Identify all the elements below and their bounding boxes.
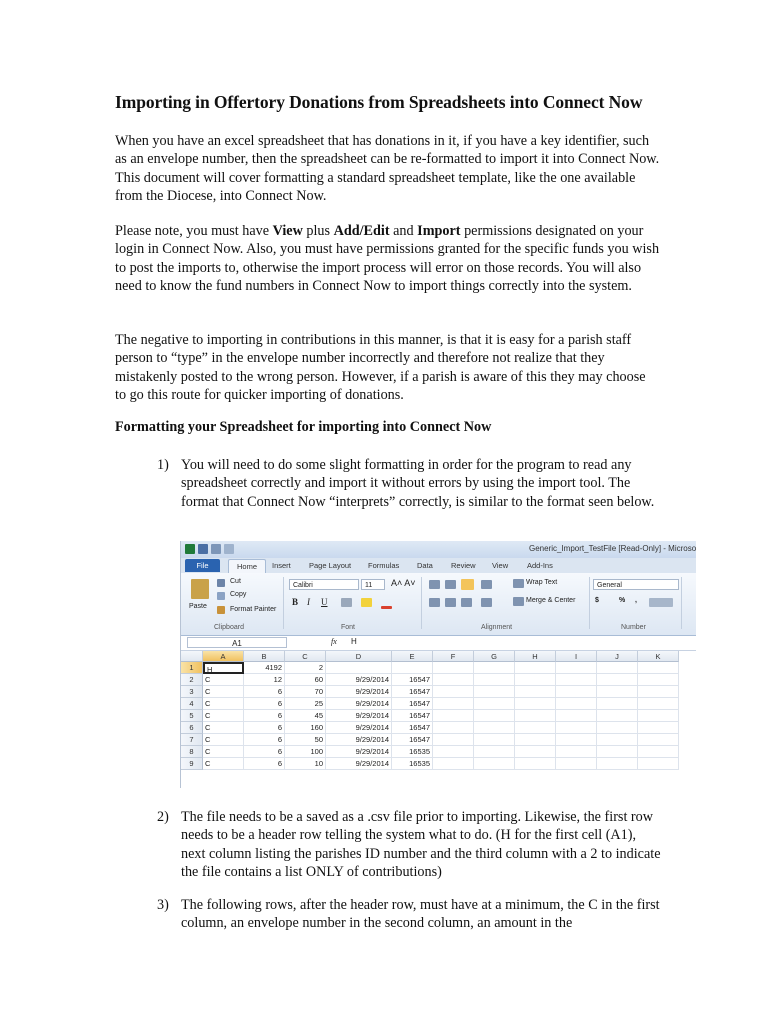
tab-file[interactable]: File (185, 559, 220, 572)
cell-e8[interactable]: 16535 (392, 746, 433, 758)
tab-data[interactable]: Data (417, 561, 433, 570)
paste-button[interactable]: Paste (189, 603, 207, 610)
cell-c5[interactable]: 45 (285, 710, 326, 722)
tab-page-layout[interactable]: Page Layout (309, 561, 352, 570)
format-painter-icon[interactable] (217, 606, 225, 614)
copy-icon[interactable] (217, 592, 225, 600)
cell-g2[interactable] (474, 674, 515, 686)
cell-g4[interactable] (474, 698, 515, 710)
import-permission: Import (417, 223, 461, 239)
cell-a9[interactable]: C (203, 758, 244, 770)
cell-b4[interactable]: 6 (244, 698, 285, 710)
cell-d8[interactable]: 9/29/2014 (326, 746, 392, 758)
cell-g3[interactable] (474, 686, 515, 698)
cell-c4[interactable]: 25 (285, 698, 326, 710)
cell-e2[interactable]: 16547 (392, 674, 433, 686)
column-header-b[interactable]: B (244, 651, 285, 662)
row-header[interactable]: 6 (181, 722, 203, 734)
format-painter-button[interactable]: Format Painter (230, 606, 277, 613)
group-separator (681, 577, 682, 629)
group-separator (421, 577, 422, 629)
cell-g7[interactable] (474, 734, 515, 746)
add-edit-permission: Add/Edit (333, 223, 390, 239)
cell-e4[interactable]: 16547 (392, 698, 433, 710)
cell-k4[interactable] (638, 698, 679, 710)
cell-f1[interactable] (433, 662, 474, 674)
step-number: 1) (157, 457, 169, 473)
cell-d4[interactable]: 9/29/2014 (326, 698, 392, 710)
formula-bar (181, 636, 696, 651)
font-group-label: Font (341, 624, 356, 631)
cell-g9[interactable] (474, 758, 515, 770)
cell-a7[interactable]: C (203, 734, 244, 746)
font-size-select[interactable]: 11 (361, 579, 385, 590)
align-right-icon[interactable] (461, 598, 472, 607)
cell-a1[interactable]: H (203, 662, 244, 674)
document-title: Importing in Offertory Donations from Spreadsheets into Connect Now (115, 92, 643, 112)
indent-icon[interactable] (481, 598, 492, 607)
row-header[interactable]: 3 (181, 686, 203, 698)
column-header-g[interactable]: G (474, 651, 515, 662)
cell-g5[interactable] (474, 710, 515, 722)
text-run: plus (302, 223, 334, 239)
cell-h7[interactable] (515, 734, 556, 746)
step-number: 3) (157, 897, 169, 913)
tab-view[interactable]: View (492, 561, 509, 570)
ribbon-tabs (181, 558, 696, 573)
cell-k9[interactable] (638, 758, 679, 770)
cell-j4[interactable] (597, 698, 638, 710)
cell-c9[interactable]: 10 (285, 758, 326, 770)
cell-b1[interactable]: 4192 (244, 662, 285, 674)
clipboard-group-label: Clipboard (214, 624, 244, 631)
cell-d6[interactable]: 9/29/2014 (326, 722, 392, 734)
cell-i4[interactable] (556, 698, 597, 710)
cell-e7[interactable]: 16547 (392, 734, 433, 746)
align-top-icon[interactable] (429, 580, 440, 589)
cell-a6[interactable]: C (203, 722, 244, 734)
underline-button[interactable]: U (321, 597, 328, 607)
cell-c7[interactable]: 50 (285, 734, 326, 746)
excel-screenshot (180, 541, 696, 788)
cell-c1[interactable]: 2 (285, 662, 326, 674)
cell-i5[interactable] (556, 710, 597, 722)
cell-b9[interactable]: 6 (244, 758, 285, 770)
cell-f2[interactable] (433, 674, 474, 686)
intro-paragraph-1: When you have an excel spreadsheet that has donations in it, if you have a key identifier, such as an envelope number, then the spreadsheet can be re-formatted to import it into Connect Now. This document will cover formatting a standard spreadsheet template, like the one available from the Diocese, into Connect Now. (115, 133, 660, 205)
row-header[interactable]: 7 (181, 734, 203, 746)
save-icon (198, 544, 208, 554)
cell-j9[interactable] (597, 758, 638, 770)
cell-b3[interactable]: 6 (244, 686, 285, 698)
permissions-paragraph (115, 222, 660, 296)
align-middle-icon[interactable] (445, 580, 456, 589)
paste-icon[interactable] (191, 579, 209, 599)
font-color-icon[interactable] (381, 606, 392, 609)
cell-c2[interactable]: 60 (285, 674, 326, 686)
wrap-text-button[interactable]: Wrap Text (526, 579, 558, 586)
cell-c6[interactable]: 160 (285, 722, 326, 734)
ribbon (181, 573, 696, 636)
select-all-corner[interactable] (181, 651, 203, 662)
cell-a3[interactable]: C (203, 686, 244, 698)
cell-i6[interactable] (556, 722, 597, 734)
cell-j6[interactable] (597, 722, 638, 734)
column-header-c[interactable]: C (285, 651, 326, 662)
orientation-icon[interactable] (481, 580, 492, 589)
name-box[interactable]: A1 (187, 637, 287, 648)
cell-g8[interactable] (474, 746, 515, 758)
alignment-group-label: Alignment (481, 624, 513, 631)
bold-button[interactable]: B (292, 597, 299, 607)
cell-h3[interactable] (515, 686, 556, 698)
cell-j1[interactable] (597, 662, 638, 674)
cell-g6[interactable] (474, 722, 515, 734)
cell-b7[interactable]: 6 (244, 734, 285, 746)
cell-j7[interactable] (597, 734, 638, 746)
intro-paragraph-3: The negative to importing in contributions in this manner, is that it is easy for a parish staff person to “type” in the envelope number incorrectly and therefore not realize that they mistakenly posted to the wrong person. However, if a parish is aware of this they may choose to go this route for quicker importing of donations. (115, 332, 646, 404)
cut-button[interactable]: Cut (230, 578, 241, 585)
cell-j3[interactable] (597, 686, 638, 698)
cell-k7[interactable] (638, 734, 679, 746)
cell-c3[interactable]: 70 (285, 686, 326, 698)
text-run: permissions designated on your login in Connect Now. Also, you must have permissions granted for the specific funds you wish to post the imports to, otherwise the import process will error on those records. You will also need to know the fund numbers in Connect Now to import things correctly into the system. (115, 223, 660, 295)
cell-b5[interactable]: 6 (244, 710, 285, 722)
cell-h4[interactable] (515, 698, 556, 710)
cell-h2[interactable] (515, 674, 556, 686)
step-text: You will need to do some slight formatting in order for the program to read any spreadsheet correctly and import it without errors by using the import tool. The format that Connect Now “interprets” correctly, is similar to the format seen below. (181, 457, 655, 510)
cell-f3[interactable] (433, 686, 474, 698)
tab-review[interactable]: Review (451, 561, 476, 570)
formula-input[interactable]: H (351, 637, 357, 646)
borders-icon[interactable] (341, 598, 352, 607)
merge-icon[interactable] (513, 597, 524, 606)
window-title: Generic_Import_TestFile [Read-Only] - Microso (529, 544, 696, 553)
cell-e1[interactable] (392, 662, 433, 674)
cell-e3[interactable]: 16547 (392, 686, 433, 698)
cell-i1[interactable] (556, 662, 597, 674)
cell-h5[interactable] (515, 710, 556, 722)
cell-h9[interactable] (515, 758, 556, 770)
cell-k2[interactable] (638, 674, 679, 686)
step-number: 2) (157, 809, 169, 825)
cell-f9[interactable] (433, 758, 474, 770)
cell-f5[interactable] (433, 710, 474, 722)
cut-icon[interactable] (217, 579, 225, 587)
cell-i7[interactable] (556, 734, 597, 746)
cell-b2[interactable]: 12 (244, 674, 285, 686)
view-permission: View (272, 223, 303, 239)
cell-j2[interactable] (597, 674, 638, 686)
cell-e6[interactable]: 16547 (392, 722, 433, 734)
percent-button[interactable]: % (619, 597, 626, 604)
cell-e5[interactable]: 16547 (392, 710, 433, 722)
wrap-text-icon[interactable] (513, 579, 524, 588)
cell-d1[interactable] (326, 662, 392, 674)
cell-c8[interactable]: 100 (285, 746, 326, 758)
align-center-icon[interactable] (445, 598, 456, 607)
cell-h6[interactable] (515, 722, 556, 734)
cell-i3[interactable] (556, 686, 597, 698)
cell-d7[interactable]: 9/29/2014 (326, 734, 392, 746)
cell-a2[interactable]: C (203, 674, 244, 686)
column-header-d[interactable]: D (326, 651, 392, 662)
cell-a5[interactable]: C (203, 710, 244, 722)
cell-k8[interactable] (638, 746, 679, 758)
cell-g1[interactable] (474, 662, 515, 674)
cell-i9[interactable] (556, 758, 597, 770)
tab-insert[interactable]: Insert (272, 561, 291, 570)
cell-f4[interactable] (433, 698, 474, 710)
quick-access-toolbar (185, 544, 234, 554)
cell-d9[interactable]: 9/29/2014 (326, 758, 392, 770)
text-run: and (389, 223, 418, 239)
column-header-i[interactable]: I (556, 651, 597, 662)
excel-logo-icon (185, 544, 195, 554)
currency-button[interactable]: $ (595, 597, 599, 604)
cell-d5[interactable]: 9/29/2014 (326, 710, 392, 722)
cell-k6[interactable] (638, 722, 679, 734)
redo-icon (224, 544, 234, 554)
column-header-k[interactable]: K (638, 651, 679, 662)
comma-button[interactable]: , (635, 597, 637, 604)
cell-a8[interactable]: C (203, 746, 244, 758)
align-bottom-icon[interactable] (461, 579, 474, 590)
cell-b8[interactable]: 6 (244, 746, 285, 758)
cell-j5[interactable] (597, 710, 638, 722)
row-header[interactable]: 4 (181, 698, 203, 710)
column-header-j[interactable]: J (597, 651, 638, 662)
cell-j8[interactable] (597, 746, 638, 758)
grow-font-icon[interactable]: A˄ A˅ (391, 578, 416, 588)
tab-home[interactable]: Home (228, 559, 266, 574)
cell-i2[interactable] (556, 674, 597, 686)
step-text: The following rows, after the header row, must have at a minimum, the C in the first column, an envelope number in the second column, an amount in the (181, 897, 660, 932)
copy-button[interactable]: Copy (230, 591, 247, 598)
row-header[interactable]: 9 (181, 758, 203, 770)
cell-k3[interactable] (638, 686, 679, 698)
column-header-h[interactable]: H (515, 651, 556, 662)
merge-center-button[interactable]: Merge & Center (526, 597, 576, 604)
fill-color-icon[interactable] (361, 598, 372, 607)
align-left-icon[interactable] (429, 598, 440, 607)
cell-k1[interactable] (638, 662, 679, 674)
tab-formulas[interactable]: Formulas (368, 561, 400, 570)
tab-add-ins[interactable]: Add-Ins (527, 561, 553, 570)
cell-d3[interactable]: 9/29/2014 (326, 686, 392, 698)
cell-i8[interactable] (556, 746, 597, 758)
cell-d2[interactable]: 9/29/2014 (326, 674, 392, 686)
number-group-label: Number (621, 624, 646, 631)
italic-button[interactable]: I (307, 597, 310, 607)
group-separator (589, 577, 590, 629)
cell-f8[interactable] (433, 746, 474, 758)
column-header-f[interactable]: F (433, 651, 474, 662)
cell-e9[interactable]: 16535 (392, 758, 433, 770)
fx-icon[interactable]: fx (331, 637, 337, 646)
cell-f7[interactable] (433, 734, 474, 746)
cell-b6[interactable]: 6 (244, 722, 285, 734)
cell-f6[interactable] (433, 722, 474, 734)
cell-h8[interactable] (515, 746, 556, 758)
row-header[interactable]: 8 (181, 746, 203, 758)
row-header[interactable]: 5 (181, 710, 203, 722)
column-header-a[interactable]: A (203, 651, 244, 662)
excel-title-bar (181, 541, 696, 558)
step-text: The file needs to be a saved as a .csv file prior to importing. Likewise, the first row needs to be a header row telling the system what to do. (H for the first cell (A1), next column listing the parishes ID number and the third column with a 2 to indicate the file contains a list ONLY of contributions) (181, 809, 661, 881)
section-heading: Formatting your Spreadsheet for importing into Connect Now (115, 419, 492, 435)
column-header-e[interactable]: E (392, 651, 433, 662)
undo-icon (211, 544, 221, 554)
cell-a4[interactable]: C (203, 698, 244, 710)
row-header[interactable]: 1 (181, 662, 203, 674)
row-header[interactable]: 2 (181, 674, 203, 686)
number-format-select[interactable]: General (593, 579, 679, 590)
decimal-icon[interactable] (649, 598, 673, 607)
cell-h1[interactable] (515, 662, 556, 674)
group-separator (283, 577, 284, 629)
font-name-select[interactable]: Calibri (289, 579, 359, 590)
cell-k5[interactable] (638, 710, 679, 722)
text-run: Please note, you must have (115, 223, 273, 239)
